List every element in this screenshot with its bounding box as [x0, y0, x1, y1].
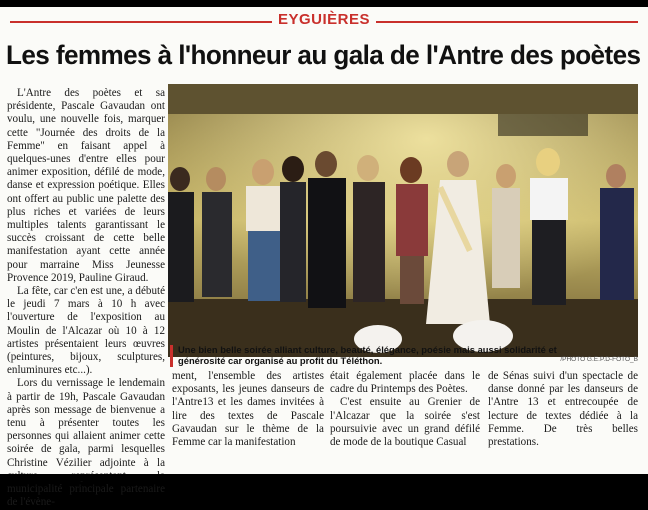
column-3-para-1: était également placée dans le cadre du Printemps des Poètes. — [330, 370, 480, 396]
photo-caption — [168, 344, 638, 370]
paragraph-2: La fête, car c'en est une, a débuté le jeudi 7 mars à 10 h avec l'ouverture de l'exposition au Moulin de l'Alcazar où 10 à 12 artistes présentaient leurs œuvres (peintures, bijoux, sculptures, enluminures etc...). — [7, 285, 165, 377]
article-headline: Les femmes à l'honneur au gala de l'Antre des poètes — [6, 40, 641, 70]
paragraph-3: Lors du vernissage le lendemain à partir de 19h, Pascale Gavaudan après son message de bienvenue a tenu à présenter toutes les personnes qui allaient animer cette soirée de gala, parmi lesquelles Christine Vézilier adjointe à la municipalité principale partenaire de l'évène- — [7, 377, 165, 509]
event-photo — [168, 84, 638, 357]
bottom-border — [0, 474, 648, 481]
article-column-2: ment, l'ensemble des artistes exposants, les jeunes danseurs de l'Antre13 et les dames invitées à lire des textes de Pascale Gavaudan sur le thème de la Femme car la manifestation — [172, 370, 324, 449]
section-rubric — [0, 7, 648, 37]
article-column-3 — [330, 370, 480, 449]
photo-credit: /PHOTO G.E.P.D-FOTO_B — [560, 356, 638, 363]
group-photo-icon — [168, 84, 638, 357]
article-column-1 — [7, 87, 165, 510]
column-3-para-2: C'est ensuite au Grenier de l'Alcazar que la soirée s'est poursuivie avec un grand défilé de mode de la boutique Casual — [330, 396, 480, 449]
article-column-4: de Sénas suivi d'un spectacle de danse donné par les danseurs de l'Antre 13 et entrecoupée de lecture de textes dédiée à la Femme. De très belles prestations. — [488, 370, 638, 449]
caption-marker — [170, 345, 173, 367]
rubric-label: EYGUIÈRES — [277, 11, 371, 28]
paragraph-1: L'Antre des poètes et sa présidente, Pascale Gavaudan ont voulu, une nouvelle fois, marquer cette "Journée des droits de la Femme" en faisant appel à quelques-unes d'entre elles pour animer exposition, défilé de mode, danse et expression poétique. Elles ont offert au public une palette des plus riches et variées de leurs multiples talents garantissant le succès croissant de cette belle manifestation ayant cette année pour marraine Miss Jeunesse Provence 2019, Pauline Giraud. — [7, 87, 165, 284]
caption-text: Une bien belle soirée alliant culture, beauté, élégance, poésie mais aussi solidarité et générosité car organisé au profit du Téléthon. — [178, 344, 557, 366]
top-border — [0, 0, 648, 7]
